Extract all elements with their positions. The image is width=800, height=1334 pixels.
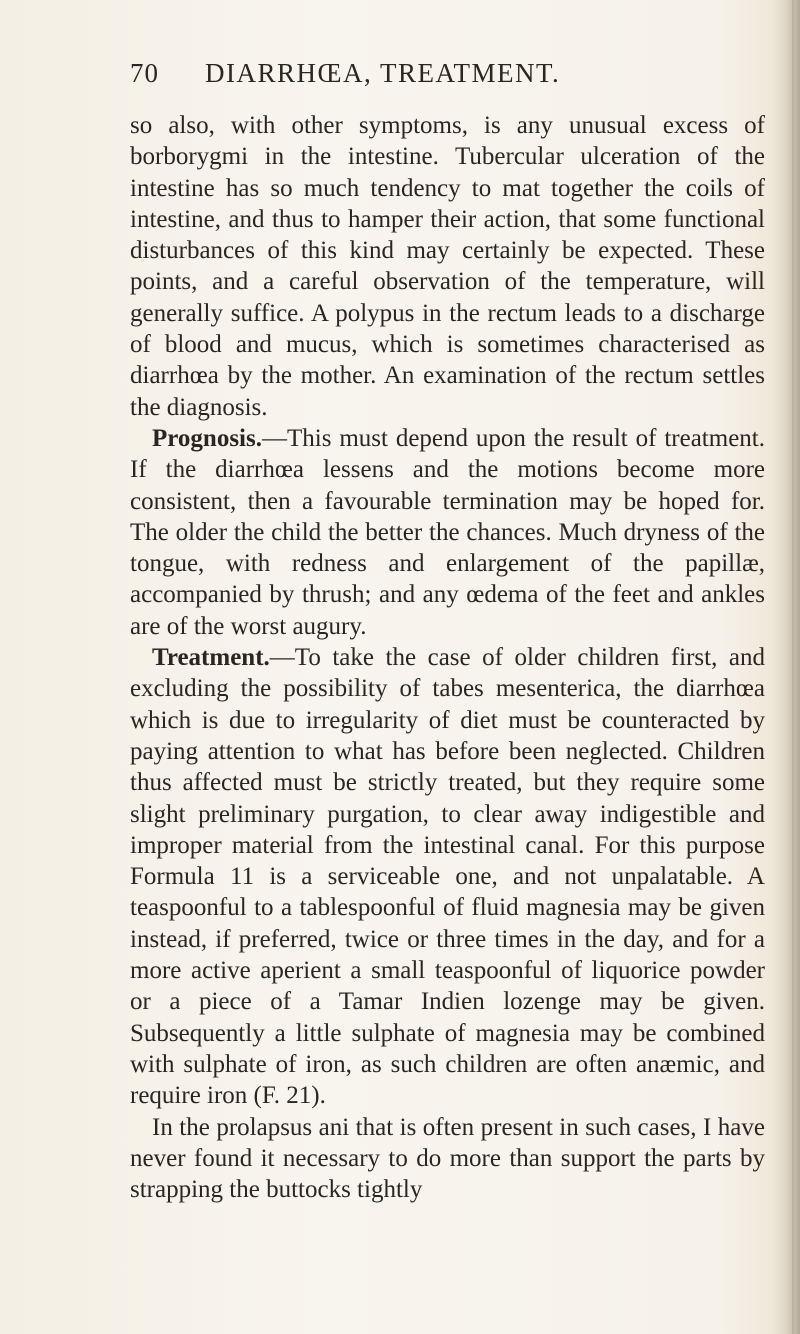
page-number: 70: [130, 58, 159, 88]
treatment-text: —To take the case of older children first, and excluding the possibility of tabes mesenterica, the diarrhœa which is due to irregularity of diet must be counteracted by paying attention to what has before been neglected. Children thus affected must be strictly treated, but they require some slight preliminary purgation, to clear away indigestible and improper material from the intestinal canal. For this purpose Formula 11 is a serviceable one, and not unpalatable. A teaspoonful to a tablespoonful of fluid magnesia may be given instead, if preferred, twice or three times in the day, and for a more active aperient a small teaspoonful of liquorice powder or a piece of a Tamar Indien lozenge may be given. Subsequently a little sulphate of magnesia may be combined with sulphate of iron, as such children are often anæmic, and require iron (F. 21).: [130, 644, 765, 1110]
prognosis-heading: Prognosis.: [152, 424, 262, 452]
paragraph-differential-diagnosis: so also, with other symptoms, is any unusual excess of borborygmi in the intestine. Tubercular ulceration of the intestine has so much tendency to mat together the coils of intestine, and thus to hamper their action, that some functional disturbances of this kind may certainly be expected. These points, and a careful observation of the temperature, will generally suffice. A polypus in the rectum leads to a discharge of blood and mucus, which is sometimes characterised as diarrhœa by the mother. An examination of the rectum settles the diagnosis.: [130, 112, 765, 421]
prognosis-text: —This must depend upon the result of treatment. If the diarrhœa lessens and the motions become more consistent, then a favourable termination may be hoped for. The older the child the better the chances. Much dryness of the tongue, with redness and enlargement of the papillæ, accompanied by thrush; and any œdema of the feet and ankles are of the worst augury.: [130, 424, 765, 640]
page-edge-shadow: [772, 0, 800, 1334]
paragraph-prognosis: [130, 423, 765, 642]
running-head: [0, 58, 800, 94]
treatment-heading: Treatment.: [152, 644, 270, 672]
running-head-title: DIARRHŒA, TREATMENT.: [205, 58, 561, 88]
paragraph-prolapsus: In the prolapsus ani that is often present in such cases, I have never found it necessary to do more than support the parts by strapping the buttocks tightly: [130, 1113, 765, 1204]
paragraph-treatment: [130, 642, 765, 1111]
page-edge-line: [792, 0, 794, 1334]
body-text: [130, 110, 765, 1205]
